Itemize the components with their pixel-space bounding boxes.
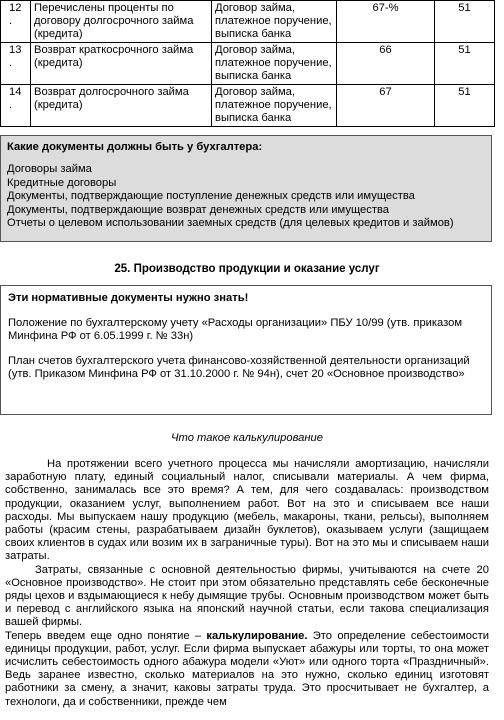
row-description: Возврат краткосрочного займа (кредита) <box>31 43 212 85</box>
row-description: Перечислены проценты по договору долгосрочного займа (кредита) <box>31 1 212 43</box>
section-title: 25. Производство продукции и оказание услуг <box>114 263 380 275</box>
table-row <box>1 85 495 127</box>
row-description: Возврат долгосрочного займа (кредита) <box>31 85 212 127</box>
subsection-title: Что такое калькулирование <box>170 432 324 444</box>
row-number: 14 . <box>1 85 31 127</box>
paragraph-rest: Это определение себестоимости единицы продукции, работ, услуг. Если фирма выпускает абажуры или торты, то она может исчислить себестоимость одного абажура модели «Уют» или одного торта «Праздничный». Ведь заранее известно, сколько материалов на это нужно, сколько единиц изготовят работники за смену, а значит, каковы затраты труда. Это просчитывает не бухгалтер, а технологи, да и собственники, прежде чем <box>5 629 489 708</box>
row-credit-account: 51 <box>435 43 495 85</box>
row-debit-account: 66 <box>337 43 435 85</box>
normative-documents-box <box>0 285 492 415</box>
body-text <box>5 458 489 709</box>
docs-list-item: Отчеты о целевом использовании заемных средств (для целевых кредитов и займов) <box>7 217 454 229</box>
paragraph <box>5 630 489 709</box>
docs-list-item: Документы, подтверждающие поступление денежных средств или имущества <box>7 190 415 202</box>
row-debit-account: 67-% <box>337 1 435 43</box>
norm-document-pbu: Положение по бухгалтерскому учету «Расходы организации» ПБУ 10/99 (утв. приказом Минфина РФ от 6.05.1999 г. № 33н) <box>8 317 463 342</box>
term-calculation: калькулирование. <box>206 629 308 642</box>
required-documents-box <box>0 135 492 242</box>
row-documents: Договор займа, платежное поручение, выписка банка <box>212 43 337 85</box>
row-credit-account: 51 <box>435 85 495 127</box>
table-row <box>1 1 495 43</box>
row-credit-account: 51 <box>435 1 495 43</box>
row-documents: Договор займа, платежное поручение, выписка банка <box>212 1 337 43</box>
row-number: 12 . <box>1 1 31 43</box>
row-documents: Договор займа, платежное поручение, выписка банка <box>212 85 337 127</box>
row-number: 13 . <box>1 43 31 85</box>
docs-box-header: Какие документы должны быть у бухгалтера: <box>7 141 263 153</box>
docs-list-item: Кредитные договоры <box>7 176 117 189</box>
docs-list-item: Документы, подтверждающие возврат денежных средств или имущества <box>7 203 390 216</box>
table-row <box>1 43 495 85</box>
paragraph: Затраты, связанные с основной деятельностью фирмы, учитываются на счете 20 «Основное производство». Не стоит при этом обязательно представлять себе бесконечные ряды цехов и вздымающиеся к небу дымящие трубы. Основным производством может быть и перевод с английского языка на японский научной статьи, если такова специализация вашей фирмы. <box>5 563 489 629</box>
paragraph-lead: Теперь введем еще одно понятие – <box>5 629 207 642</box>
row-debit-account: 67 <box>337 85 435 127</box>
norm-box-header: Эти нормативные документы нужно знать! <box>8 292 249 304</box>
operations-table <box>0 0 495 127</box>
paragraph: На протяжении всего учетного процесса мы начисляли амортизацию, начисляли заработную плату, единый социальный налог, списывали материалы. А чем фирма, собственно, занималась все это время? А тем, для чего создавалась: производством продукции, оказанием услуг, выполнением работ. Вот на это и списываем все наши расходы. Мы выпускаем нашу продукцию (мебель, макароны, ткани, рельсы), выполняем работы (красим стены, разрабатываем дизайн буклетов), оказываем услуги (защищаем своих клиентов в судах или возим их в заграничные туры). Вот на это мы и списываем наши затраты. <box>5 458 489 563</box>
norm-document-chart-of-accounts: План счетов бухгалтерского учета финансово-хозяйственной деятельности организаций (утв. Приказом Минфина РФ от 31.10.2000 г. № 94н), счет 20 «Основное производство» <box>8 355 470 380</box>
docs-list-item: Договоры займа <box>7 163 92 175</box>
